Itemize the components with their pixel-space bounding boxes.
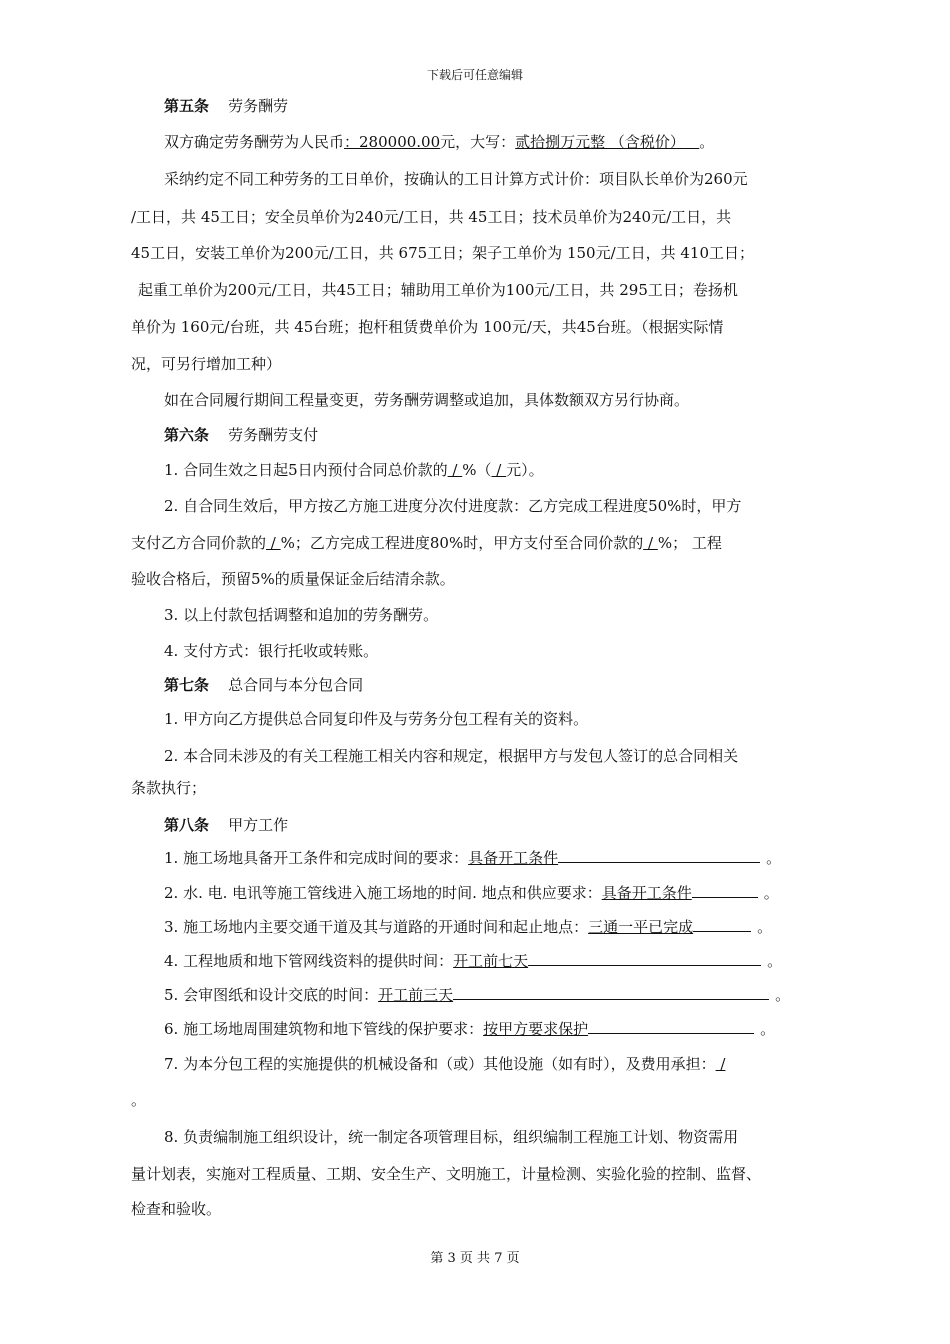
article-5-subtitle: 劳务酬劳: [228, 97, 289, 115]
page-number-footer: 第 3 页 共 7 页: [430, 1251, 520, 1266]
text: 支付乙方合同价款的: [131, 534, 267, 552]
article-6-heading: [164, 425, 318, 445]
article-8-item-3: [164, 917, 772, 937]
text: 。: [766, 849, 782, 867]
article-5-para-2-line-5: 单价为 160元/台班，共 45台班；抱杆租赁费单价为 100元/天，共45台班。（根据实际情: [131, 318, 724, 336]
text: 。: [763, 884, 779, 902]
article-8-item-2: [164, 883, 779, 903]
article-6-item-3: 3. 以上付款包括调整和追加的劳务酬劳。: [164, 606, 439, 624]
blank-field: /: [643, 534, 658, 552]
article-5-title: 第五条: [164, 97, 210, 115]
requirement-value: 具备开工条件: [601, 884, 692, 902]
article-6-item-2-line-2: [131, 533, 722, 553]
blank-field: /: [266, 534, 281, 552]
article-8-item-8-line-2: 量计划表，实施对工程质量、工期、安全生产、文明施工，计量检测、实验化验的控制、监督、: [131, 1165, 762, 1183]
text: 元）。: [506, 461, 544, 479]
article-7-item-1: 1. 甲方向乙方提供总合同复印件及与劳务分包工程有关的资料。: [164, 710, 589, 728]
article-5-para-2-line-3: 45工日，安装工单价为200元/工日，共 675工日；架子工单价为 150元/工日，共 410工日；: [131, 244, 755, 262]
article-5-heading: [164, 96, 288, 116]
article-7-subtitle: 总合同与本分包合同: [228, 676, 364, 694]
blank-field: /: [715, 1055, 726, 1073]
text: %；乙方完成工程进度80%时，甲方支付至合同价款的: [280, 534, 644, 552]
article-8-item-8-line-1: 8. 负责编制施工组织设计，统一制定各项管理目标，组织编制工程施工计划、物资需用: [164, 1128, 739, 1146]
article-6-subtitle: 劳务酬劳支付: [228, 426, 319, 444]
text: 7. 为本分包工程的实施提供的机械设备和（或）其他设施（如有时），及费用承担：: [164, 1055, 716, 1073]
article-5-para-2-line-2: /工日，共 45工日；安全员单价为240元/工日，共 45工日；技术员单价为240元/工日，共: [131, 208, 732, 226]
text: 3. 施工场地内主要交通干道及其与道路的开通时间和起止地点：: [164, 918, 589, 936]
article-5-para-2-line-1: 采纳约定不同工种劳务的工日单价，按确认的工日计算方式计价：项目队长单价为260元: [164, 170, 748, 188]
amount-words: 贰拾捌万元整 （含税价）: [515, 133, 685, 151]
article-8-item-5: [164, 985, 790, 1005]
text: 双方确定劳务酬劳为人民币: [164, 133, 345, 151]
blank-field: /: [447, 461, 463, 479]
article-8-item-8-line-3: 检查和验收。: [131, 1200, 222, 1218]
requirement-value: 具备开工条件: [468, 849, 559, 867]
article-7-item-2-line-1: 2. 本合同未涉及的有关工程施工相关内容和规定，根据甲方与发包人签订的总合同相关: [164, 747, 739, 765]
article-8-item-7-end: 。: [131, 1091, 147, 1109]
article-7-item-2-line-2: 条款执行；: [131, 779, 207, 797]
text: 4. 工程地质和地下管网线资料的提供时间：: [164, 952, 454, 970]
text: 6. 施工场地周围建筑物和地下管线的保护要求：: [164, 1020, 484, 1038]
requirement-value: 三通一平已完成: [588, 918, 694, 936]
article-8-subtitle: 甲方工作: [228, 816, 289, 834]
article-8-item-1: [164, 848, 781, 868]
requirement-value: 按甲方要求保护: [483, 1020, 589, 1038]
article-6-item-1: [164, 460, 544, 480]
article-6-item-2-line-3: 验收合格后，预留5%的质量保证金后结清余款。: [131, 570, 455, 588]
text: 。: [767, 952, 783, 970]
article-5-para-3: 如在合同履行期间工程量变更，劳务酬劳调整或追加，具体数额双方另行协商。: [164, 391, 690, 409]
article-5-para-2-line-4: 起重工单价为200元/工日，共45工日；辅助用工单价为100元/工日，共 295工日；卷扬机: [138, 281, 738, 299]
article-6-title: 第六条: [164, 426, 210, 444]
text: 元，大写：: [440, 133, 516, 151]
article-6-item-2-line-1: 2. 自合同生效后，甲方按乙方施工进度分次付进度款：乙方完成工程进度50%时，甲方: [164, 497, 742, 515]
blank-field: /: [491, 461, 507, 479]
text: 5. 会审图纸和设计交底的时间：: [164, 986, 379, 1004]
text: 。: [775, 986, 791, 1004]
requirement-value: 开工前七天: [453, 952, 529, 970]
text: 1. 合同生效之日起5日内预付合同总价款的: [164, 461, 448, 479]
text: 。: [699, 133, 715, 151]
article-7-heading: [164, 675, 363, 695]
article-7-title: 第七条: [164, 676, 210, 694]
article-5-para-1: [164, 132, 714, 152]
article-8-heading: [164, 815, 288, 835]
page-header: 下载后可任意编辑: [426, 68, 523, 82]
article-8-item-7: [164, 1054, 725, 1074]
article-8-item-4: [164, 951, 782, 971]
article-5-para-2-line-6: 况，可另行增加工种）: [131, 355, 282, 373]
requirement-value: 开工前三天: [378, 986, 454, 1004]
text: 1. 施工场地具备开工条件和完成时间的要求：: [164, 849, 469, 867]
text: %（: [462, 461, 492, 479]
text: 。: [760, 1020, 776, 1038]
article-8-title: 第八条: [164, 816, 210, 834]
text: 。: [757, 918, 773, 936]
article-8-item-6: [164, 1019, 775, 1039]
amount-figures: ：280000.00: [344, 133, 441, 151]
article-6-item-4: 4. 支付方式：银行托收或转账。: [164, 642, 379, 660]
text: %； 工程: [657, 534, 722, 552]
text: 2. 水. 电. 电讯等施工管线进入施工场地的时间. 地点和供应要求：: [164, 884, 602, 902]
